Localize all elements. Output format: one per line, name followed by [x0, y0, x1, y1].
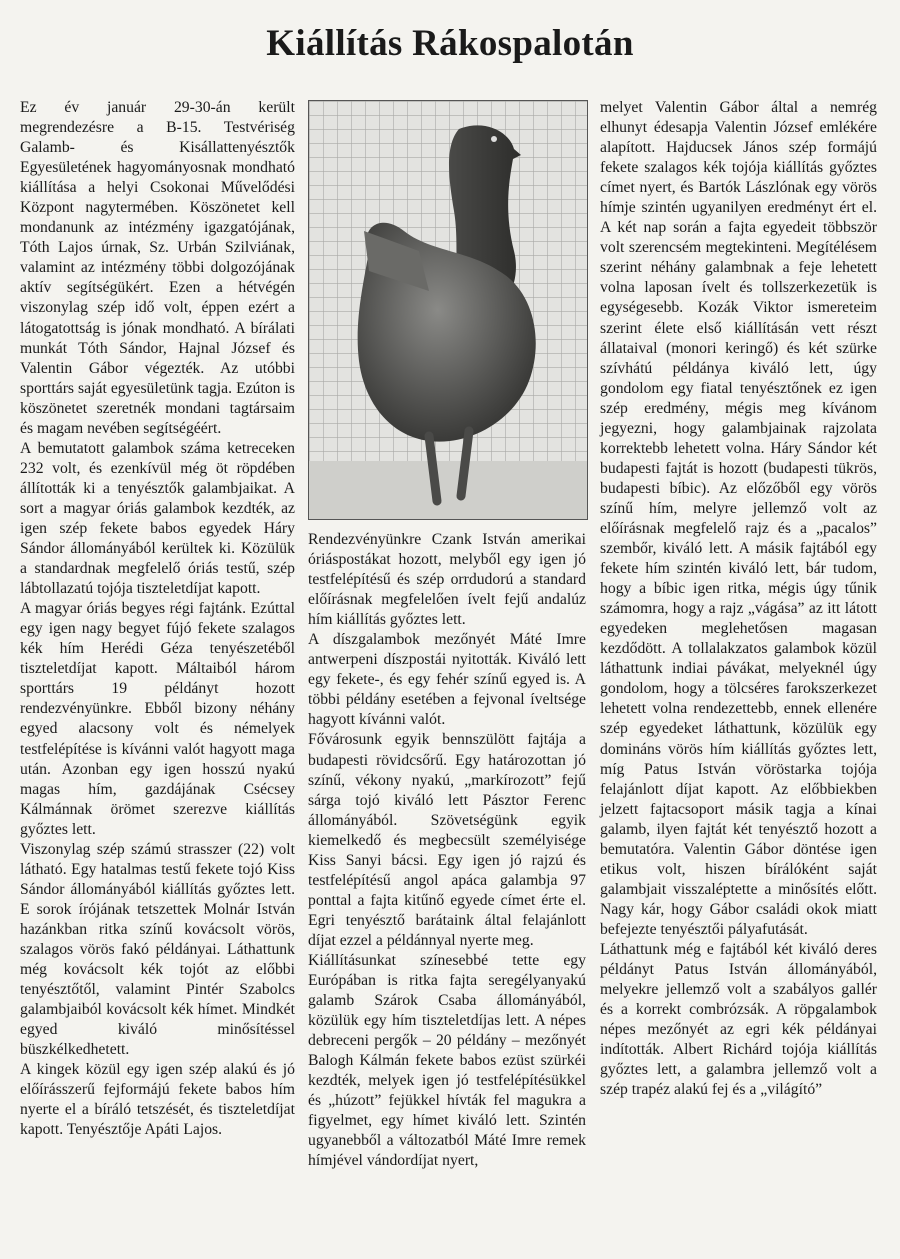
paragraph: Fővárosunk egyik bennszülött fajtája a budapesti rövidcsőrű. Egy határozottan jó színű, vékony nyakú, „markírozott” fejű sárga tojó kiváló lett Pásztor Ferenc állományából. Szövetségünk egyik kiemelkedő és megbecsült személyisége Kiss Sanyi bácsi. Egy igen jó rajzú és testfelépítésű angol apáca galambja 97 ponttal a fajta kitűnő egyede címet érte el. Egri tenyésztő barátaink által felajánlott díjat ezzel a példánnyal nyerte meg.: [308, 731, 586, 949]
paragraph: Kiállításunkat színesebbé tette egy Európában is ritka fajta seregélyanyakú galamb Szárok Csaba állományából, közülük egy hím tiszteletdíjas lett. A népes debreceni pergők – 20 példány – mezőnyét Balogh Kálmán fekete babos ezüst szürkéi kezdték, melyek igen jó testfelépítésükkel és „húzott” fejükkel hívták fel magukra a figyelmet, egy hímet kiváló lett. Szintén ugyanebből a változatból Máté Imre remek hímjével vándordíjat nyert,: [308, 951, 586, 1170]
pigeon-image: [309, 101, 587, 519]
right-column: [600, 98, 877, 1100]
paragraph: Viszonylag szép számú strasszer (22) volt látható. Egy hatalmas testű fekete tojó Kiss Sándor állományából kiállítás győztes lett. E sorok írójának tetszettek Molnár István hazánkban ritka színű kovácsolt vörös, szalagos vörös fakó példányai. Láthattunk még kovácsolt kék tojót az előbbi tenyésztőtől, valamint Pintér Szabolcs galambjaiból kovácsolt kék hímet. Mindkét egyed kiváló minősítéssel büszkélkedhetett.: [20, 840, 295, 1059]
paragraph: A magyar óriás begyes régi fajtánk. Ezúttal egy igen nagy begyet fújó fekete szalagos kék hím Herédi Géza tenyészetéből tiszteletdíjat kapott. Máltaiból három sporttárs 19 példányt hozott rendezvényünkre. Ebből bizony néhány egyed alacsony volt és némelyek testfelépítése is kívánni valót hagyott maga után. Azonban egy igen hosszú nyakú magas hím, gazdájának Csécsey Kálmánnak örömet szerezve kiállítás győztes lett.: [20, 600, 295, 838]
paragraph: Rendezvényünkre Czank István amerikai óriáspostákat hozott, melyből egy igen jó testfelépítésű és szép orrdudorú a standard előírásnak megfelelően ívelt fejű andalúz hím kiállítás győztes lett.: [308, 531, 586, 629]
paragraph: A bemutatott galambok száma ketreceken 232 volt, és ezenkívül még öt röpdében állították ki a tenyésztők galambjaikat. A sort a magyar óriás galambok kezdték, az igen szép fekete babos egyedek Háry Sándor állományából kerültek ki. Közülük a standardnak megfelelő óriás testű, szép lábtollazatú tojója tiszteletdíjat kapott.: [20, 439, 295, 598]
middle-column: [308, 530, 586, 1172]
paragraph: melyet Valentin Gábor által a nemrég elhunyt édesapja Valentin József emlékére alapított. Hajducsek János szép formájú fekete szalagos kék tojója kiállítás győztes címet nyert, és Bartók Lászlónak egy vörös hímje szintén ugyanilyen eredményt ért el. A két nap során a fajta egyedeit többször volt szerencsém megtekinteni. Megítélésem szerint néhány galambnak a feje lehetett volna laposan ívelt és tollszerkezetük is egységesebb. Kozák Viktor ismereteim szerint élete első kiállításán vett részt állataival (monori keringő) és két szürke szívhátú példánya kiváló lett, úgy gondolom egy fiatal tenyésztőnek ez igen szép eredmény, mégis meg kívánom jegyezni, hogy galambjainak rajzolata korrektebb lehetett volna. Háry Sándor két budapesti fajtát is hozott (budapesti tükrös, budapesti bíbic). Az előzőből egy vörös színű hím, melyre jellemző volt az előírásnak megfelelő rajz és a „pacalos” szembőr, kiváló lett. A másik fajtából egy fekete hím szintén kiváló lett, bár tudom, hogy a bíbic igen ritka, mégis úgy tűnik számomra, hogy a rajz „vágása” az itt látott egyedeken meglehetősen magasan kezdődött. A tollalakzatos galambok közül láthattunk indiai pávákat, melyeknél úgy gondolom, hogy a tölcséres farokszerkezet lehetett volna rendezettebb, ennek ellenére szép egyedeket láthattunk, közülük egy domináns vörös hím kiállítás győztes lett, míg Patus István vöröstarka tojója felajánlott díjat kapott. Az előbbiekben jelzett fajtacsoport másik tagja a kínai galamb, ilyen fajtát két tenyésztő hozott a bemutatóra. Valentin Gábor döntése igen etikus volt, hiszen bírálóként saját galambjait visszaléptette a minősítés előtt. Nagy kár, hogy Gábor családi okok miatt befejezte tenyésztői pályafutását.: [600, 99, 877, 938]
pigeon-photo: [308, 100, 588, 520]
paragraph: Ez év január 29-30-án került megrendezésre a B-15. Testvériség Galamb- és Kisállattenyésztők Egyesületének hagyományosnak mondható kiállítása a helyi Csokonai Művelődési Központ nagytermében. Köszönetet kell mondanunk az intézmény igazgatójának, Tóth Lajos úrnak, Sz. Urbán Szilviának, valamint az intézmény többi dolgozójának aktív segítségükért. Ezen a hétvégén viszonylag szép idő volt, éppen ezért a látogatottság is jónak mondható. A bírálati munkát Tóth Sándor, Hajnal József és Valentin Gábor végezték. Az utóbbi sporttárs saját egyesületünk tagja. Ezúton is köszönetet szeretnék mondani tagtársaim és magam nevében segítségéért.: [20, 99, 295, 437]
article-title: Kiállítás Rákospalotán: [266, 23, 634, 64]
paragraph: A kingek közül egy igen szép alakú és jó előírásszerű fejformájú fekete babos hím nyerte el a bíráló tetszését, és tiszteletdíjat kapott. Tenyésztője Apáti Lajos.: [20, 1061, 295, 1139]
left-column: [20, 98, 295, 1140]
paragraph: Láthattunk még e fajtából két kiváló deres példányt Patus István állományából, melyekre jellemző volt a szabályos gallér és a korrekt combrózsák. A röpgalambok népes mezőnyét az egri kék példányai indították. Albert Richárd tojója kiállítás győztes lett, a galambra jellemző volt a szép trapéz alakú fej és a „világító”: [600, 940, 877, 1099]
paragraph: A díszgalambok mezőnyét Máté Imre antwerpeni díszpostái nyitották. Kiváló lett egy fekete-, és egy fehér színű egyed is. A többi példány esetében a fejvonal íveltsége hagyott kívánni valót.: [308, 631, 586, 729]
